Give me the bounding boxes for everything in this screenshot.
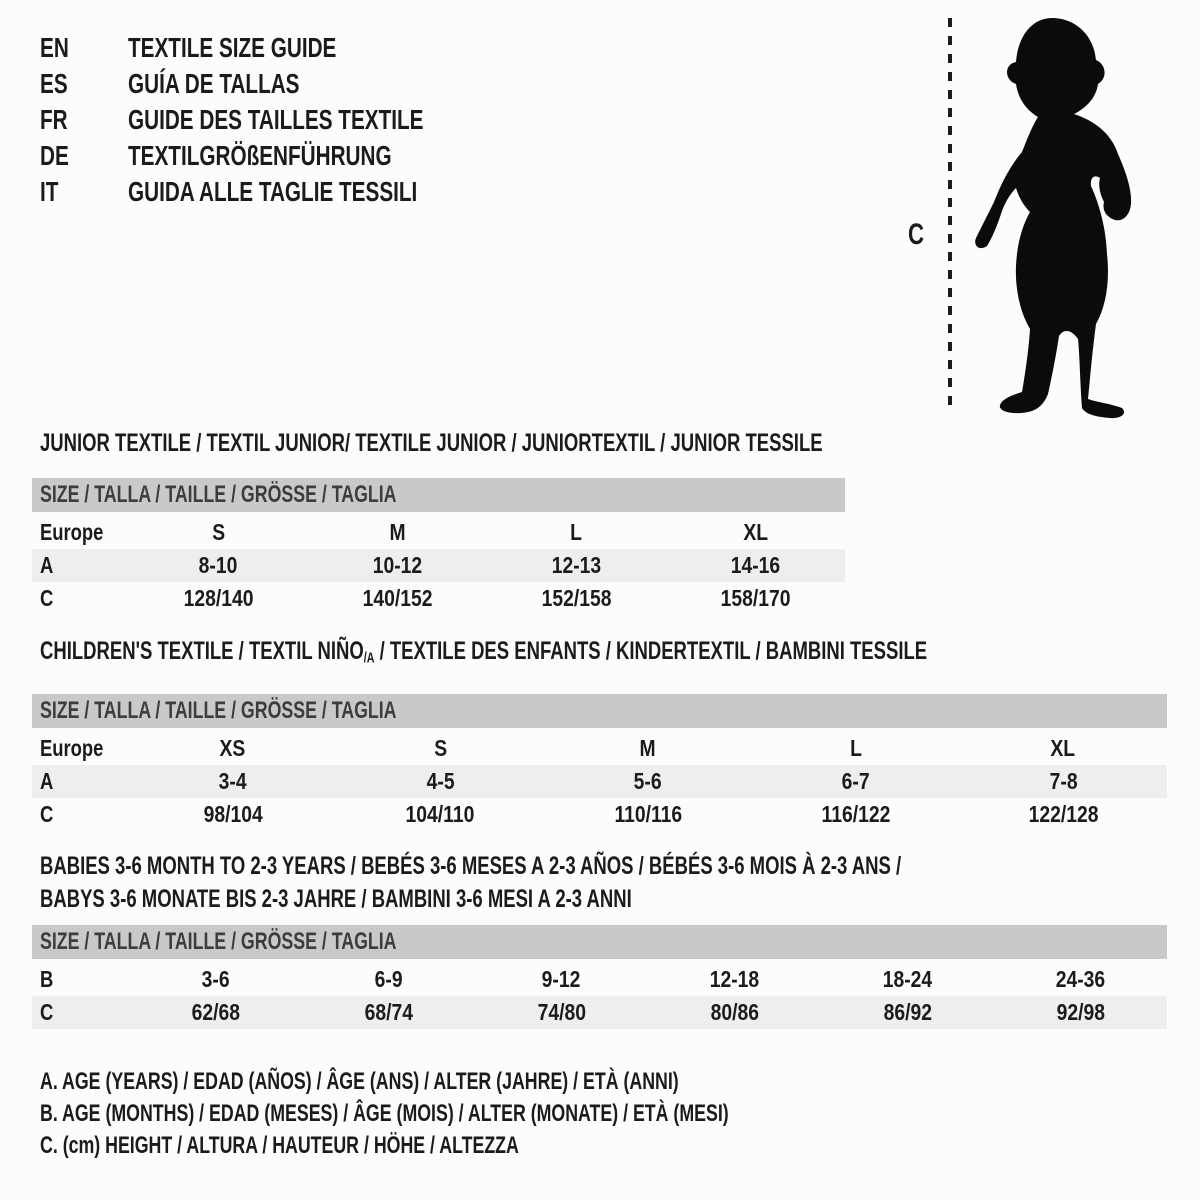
size-table-junior	[32, 478, 845, 615]
height-cell: 158/170	[720, 585, 791, 611]
language-row-fr	[40, 102, 527, 138]
legend-line-a: A. AGE (YEARS) / EDAD (AÑOS) / ÂGE (ANS) / ALTER (JAHRE) / ETÀ (ANNI)	[40, 1068, 679, 1095]
language-row-it	[40, 174, 527, 210]
height-cell: 140/152	[362, 585, 433, 611]
legend	[40, 1066, 971, 1162]
age-cell: 3-4	[218, 767, 247, 794]
age-cell: 6-7	[841, 767, 870, 794]
size-cell: S	[433, 734, 447, 761]
height-cell: 110/116	[614, 800, 682, 827]
size-table-children	[32, 694, 1167, 831]
size-table-babies	[32, 925, 1167, 1029]
height-figure	[890, 10, 1190, 422]
language-row-es	[40, 66, 527, 102]
legend-line-c: C. (cm) HEIGHT / ALTURA / HAUTEUR / HÖHE / ALTEZZA	[40, 1132, 519, 1159]
section-title: JUNIOR TEXTILE / TEXTIL JUNIOR/ TEXTILE JUNIOR / JUNIORTEXTIL / JUNIOR TESSILE	[40, 429, 823, 457]
age-cell: 7-8	[1049, 767, 1078, 794]
age-cell: 10-12	[372, 552, 423, 578]
row-label: C	[40, 800, 54, 827]
height-cell: 152/158	[541, 585, 612, 611]
size-cell: XL	[743, 519, 768, 545]
row-label: Europe	[40, 519, 104, 545]
height-cell: 80/86	[710, 999, 759, 1025]
language-title-list	[40, 30, 527, 210]
months-cell: 18-24	[882, 966, 933, 992]
size-cell: L	[570, 519, 583, 545]
age-cell: 4-5	[426, 767, 455, 794]
table-header: SIZE / TALLA / TAILLE / GRÖSSE / TAGLIA	[32, 694, 1167, 728]
language-title: TEXTILGRÖßENFÜHRUNG	[127, 140, 392, 171]
size-cell: M	[639, 734, 657, 761]
size-cell: M	[389, 519, 406, 545]
age-cell: 8-10	[199, 552, 238, 578]
row-label: C	[40, 999, 54, 1025]
table-header: SIZE / TALLA / TAILLE / GRÖSSE / TAGLIA	[32, 478, 845, 512]
row-label: Europe	[40, 734, 104, 761]
height-cell: 98/104	[203, 800, 263, 827]
size-cell: S	[212, 519, 225, 545]
months-cell: 24-36	[1055, 966, 1106, 992]
height-cell: 74/80	[537, 999, 586, 1025]
language-row-en	[40, 30, 527, 66]
row-label: A	[40, 552, 54, 578]
months-cell: 6-9	[374, 966, 403, 992]
language-title: TEXTILE SIZE GUIDE	[127, 32, 337, 63]
height-cell: 122/128	[1028, 800, 1099, 827]
height-cell: 116/122	[821, 800, 890, 827]
table-row-europe	[32, 516, 845, 549]
section-childrens-textile	[32, 638, 1167, 831]
row-label: B	[40, 966, 54, 992]
size-cell: XL	[1050, 734, 1076, 761]
age-cell: 5-6	[634, 767, 662, 794]
legend-line-b: B. AGE (MONTHS) / EDAD (MESES) / ÂGE (MOIS) / ALTER (MONATE) / ETÀ (MESI)	[40, 1100, 729, 1127]
toddler-shape	[975, 18, 1131, 418]
language-code: EN	[40, 32, 69, 63]
toddler-silhouette	[890, 10, 1190, 422]
language-row-de	[40, 138, 527, 174]
table-header: SIZE / TALLA / TAILLE / GRÖSSE / TAGLIA	[32, 925, 1167, 959]
months-cell: 3-6	[201, 966, 230, 992]
height-cell: 104/110	[406, 800, 475, 827]
height-cell: 68/74	[364, 999, 413, 1025]
size-cell: L	[849, 734, 862, 761]
language-code: DE	[40, 140, 69, 171]
months-cell: 12-18	[709, 966, 760, 992]
measure-label-c: C	[908, 218, 925, 251]
language-code: ES	[40, 68, 68, 99]
section-junior-textile	[32, 430, 845, 615]
height-cell: 62/68	[191, 999, 240, 1025]
age-cell: 12-13	[551, 552, 602, 578]
language-code: IT	[40, 176, 59, 207]
table-row-months	[32, 963, 1167, 996]
table-row-age	[32, 549, 845, 582]
language-title: GUIDA ALLE TAGLIE TESSILI	[127, 176, 418, 207]
height-cell: 128/140	[183, 585, 254, 611]
table-row-height	[32, 996, 1167, 1029]
language-code: FR	[40, 104, 68, 135]
height-cell: 92/98	[1056, 999, 1105, 1025]
language-title: GUÍA DE TALLAS	[127, 68, 300, 99]
row-label: C	[40, 585, 54, 611]
section-title: CHILDREN'S TEXTILE / TEXTIL $NIÑO_{/A}$ / TEXTILE DES ENFANTS / KINDERTEXTIL / BAMBINI TESSILE	[40, 637, 928, 667]
language-title: GUIDE DES TAILLES TEXTILE	[127, 104, 424, 135]
table-row-height	[32, 582, 845, 615]
section-title: BABIES 3-6 MONTH TO 2-3 YEARS / BEBÉS 3-6 MESES A 2-3 AÑOS / BÉBÉS 3-6 MOIS À 2-3 ANS / BABYS 3-6 MONATE BIS 2-3 JAHRE / BAMBINI 3-6 MESI A 2-3 ANNI	[40, 852, 902, 913]
table-row-europe	[32, 732, 1167, 765]
table-row-height	[32, 798, 1167, 831]
row-label: A	[40, 767, 54, 794]
section-babies	[32, 850, 1167, 1029]
table-row-age	[32, 765, 1167, 798]
months-cell: 9-12	[542, 966, 581, 992]
age-cell: 14-16	[730, 552, 781, 578]
height-cell: 86/92	[883, 999, 932, 1025]
size-cell: XS	[219, 734, 246, 761]
